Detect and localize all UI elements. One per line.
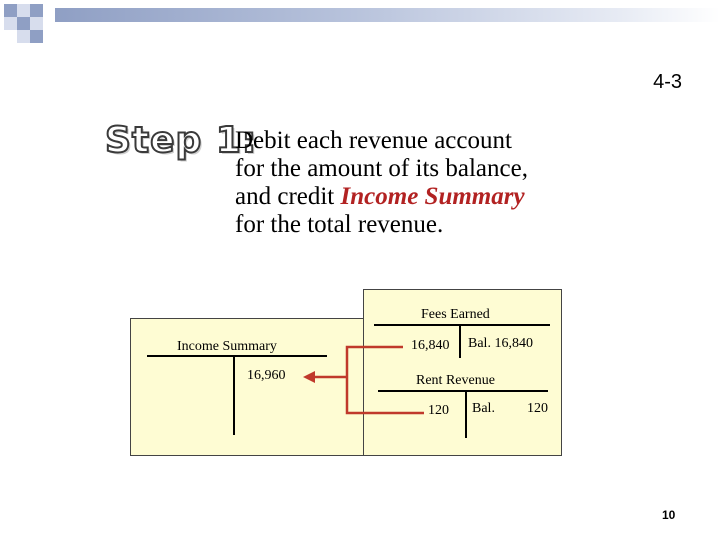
income-summary-credit: 16,960 (247, 368, 286, 383)
fees-earned-connector (347, 347, 424, 413)
income-summary-highlight: Income Summary (340, 183, 525, 210)
step-text-line: for the total revenue. (235, 211, 444, 238)
rent-revenue-title: Rent Revenue (416, 373, 495, 388)
income-summary-title: Income Summary (177, 339, 277, 354)
rent-revenue-credit-value: 120 (527, 401, 548, 416)
step-text-line: for the amount of its balance, (235, 155, 528, 182)
slide-number: 10 (662, 508, 676, 522)
arrow-head-icon (303, 371, 315, 383)
step-text-line: Debit each revenue account (235, 127, 512, 154)
rent-revenue-debit: 120 (428, 403, 449, 418)
step-text-prefix: and credit (235, 183, 341, 210)
fees-earned-debit: 16,840 (411, 338, 450, 353)
step-label: Step 1: (105, 120, 258, 161)
rent-revenue-credit-label: Bal. (472, 401, 495, 416)
fees-earned-credit: Bal. 16,840 (468, 336, 533, 351)
fees-earned-title: Fees Earned (421, 307, 490, 322)
page-code: 4-3 (653, 71, 682, 93)
